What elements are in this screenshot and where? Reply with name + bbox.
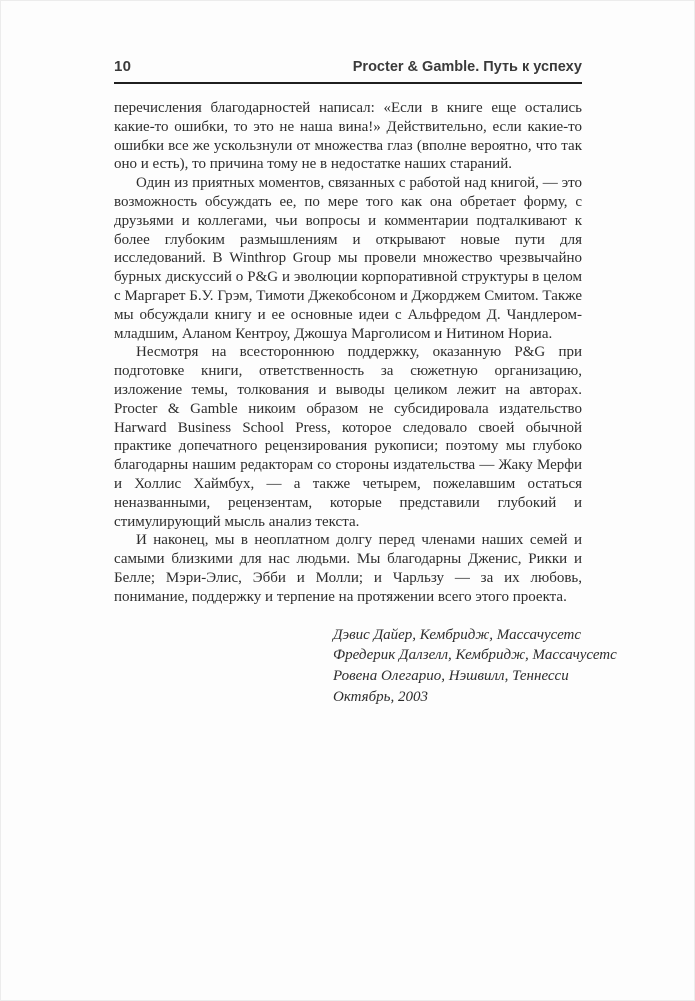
signature-line-author-2: Фредерик Далзелл, Кембридж, Массачусетс bbox=[333, 647, 617, 664]
paragraph: Несмотря на всестороннюю поддержку, оказанную P&G при подготовке книги, ответственность за сюжетную организацию, изложение темы, толкования и выводы целиком лежит на авторах. Procter & Gamble никоим образом не субсидировала издательство Harward Business School Press, которое следовало своей обычной практике допечатного рецензирования рукописи; поэтому мы глубоко благодарны нашим редакторам со стороны издательства — Жаку Мерфи и Холлис Хаймбух, — а также четырем, пожелавшим остаться неназванными, рецензентам, которые представили глубокий и стимулирующий мысль анализ текста. bbox=[114, 344, 582, 530]
body-text bbox=[114, 99, 582, 607]
paragraph-continuation: перечисления благодарностей написал: «Если в книге еще остались какие-то ошибки, то это не наша вина!» Действительно, если какие-то ошибки все же ускользнули от множества глаз (вполне вероятно, что так оно и есть), то причина тому не в недостатке наших стараний. bbox=[114, 100, 582, 173]
paragraph: Один из приятных моментов, связанных с работой над книгой, — это возможность обсуждать ее, по мере того как она обретает форму, с друзьями и коллегами, чьи вопросы и комментарии подталкивают к более глубоким размышлениям и открывают новые пути для исследований. В Winthrop Group мы провели множество чрезвычайно бурных дискуссий о P&G и эволюции корпоративной структуры в целом с Маргарет Б.У. Грэм, Тимоти Джекобсоном и Джорджем Смитом. Также мы обсуждали книгу и ее основные идеи с Альфредом Д. Чандлером-младшим, Аланом Кентроу, Джошуа Марголисом и Нитином Нориа. bbox=[114, 175, 582, 342]
signature-line-author-1: Дэвис Дайер, Кембридж, Массачусетс bbox=[333, 626, 582, 643]
text-column bbox=[1, 1, 694, 708]
paragraph: И наконец, мы в неоплатном долгу перед членами наших семей и самыми близкими для нас людьми. Мы благодарны Дженис, Рикки и Белле; Мэри-Элис, Эбби и Молли; и Чарльзу — за их любовь, понимание, поддержку и терпение на протяжении всего этого проекта. bbox=[114, 532, 582, 605]
signature-line-date: Октябрь, 2003 bbox=[333, 688, 429, 705]
signature-line-author-3: Ровена Олегарио, Нэшвилл, Теннесси bbox=[333, 668, 569, 685]
signature-block bbox=[333, 625, 617, 708]
page-number: 10 bbox=[114, 58, 132, 75]
page-header bbox=[114, 58, 582, 84]
running-title: Procter & Gamble. Путь к успеху bbox=[352, 59, 582, 75]
